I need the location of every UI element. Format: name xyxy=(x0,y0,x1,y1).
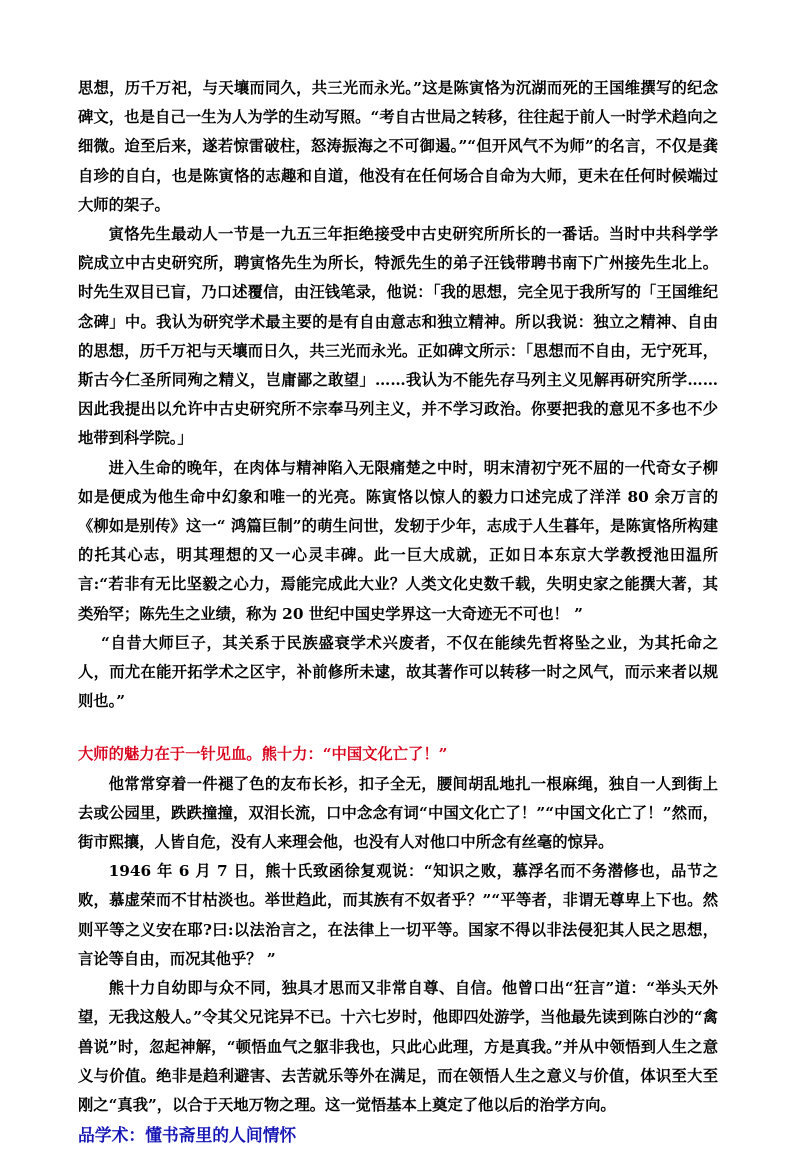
paragraph-7: 熊十力自幼即与众不同，独具才思而又非常自尊、自信。他曾口出“狂言”道：“举头天外望，无我这般人。”令其父兄诧异不已。十六七岁时，他即四处游学，当他最先读到陈白沙的“禽兽说”时，忽起神解，“顿悟血气之躯非我也，只此心此理，方是真我。”并从中领悟到人生之意义与价值。绝非是趋利避害、去苦就乐等外在满足，而在领悟人生之意义与价值，体识至大至刚之“真我”，以合于天地万物之理。这一觉悟基本上奠定了他以后的治学方向。 xyxy=(78,979,718,1114)
section-gap xyxy=(78,716,718,740)
section-heading-pin-xueshu: 品学术：懂书斋里的人间情怀 xyxy=(78,1125,297,1146)
paragraph-2: 寅恪先生最动人一节是一九五三年拒绝接受中古史研究所所长的一番话。当时中共科学学院成立中古史研究所，聘寅恪先生为所长，特派先生的弟子汪钱带聘书南下广州接先生北上。时先生双目已盲，乃口述覆信，由汪钱笔录，他说：「我的思想，完全见于我所写的「王国维纪念碑」中。我认为研究学术最主要的是有自由意志和独立精神。所以我说：独立之精神、自由的思想，历千万祀与天壤而日久，共三光而永光。正如碑文所示：「思想而不自由，无宁死耳，斯古今仁圣所同殉之精义，岂庸鄙之敢望」……我认为不能先存马列主义见解再研究所学……因此我提出以允许中古史研究所不宗奉马列主义，并不学习政治。你要把我的意见不多也不少地带到科学院。」 xyxy=(78,225,718,448)
paragraph-3: 进入生命的晚年，在肉体与精神陷入无限痛楚之中时，明末清初宁死不屈的一代奇女子柳如是便成为他生命中幻象和唯一的光亮。陈寅恪以惊人的毅力口述完成了洋洋 80 余万言的《柳如是别传》这一“ 鸿篇巨制”的萌生问世，发轫于少年，志成于人生暮年，是陈寅恪所构建的托其心志，明其理想的又一心灵丰碑。此一巨大成就，正如日本东京大学教授池田温所言:“若非有无比坚毅之心力，焉能完成此大业？人类文化史数千载，失明史家之能撰大著，其类殆罕；陈先生之业绩，称为 20 世纪中国史学界这一大奇迹无不可也！ ” xyxy=(78,458,718,623)
section-heading-xiong-shili: 大师的魅力在于一针见血。熊十力：“中国文化亡了！” xyxy=(78,745,448,764)
paragraph-5: 他常常穿着一件褪了色的友布长衫，扣子全无，腰间胡乱地扎一根麻绳，独自一人到街上去或公园里，跌跌撞撞，双泪长流，口中念念有词“中国文化亡了！”“中国文化亡了！”然而，街市熙攘，人皆自危，没有人来理会他，也没有人对他口中所念有丝毫的惊异。 xyxy=(78,774,718,852)
paragraph-4: “自昔大师巨子，其关系于民族盛衰学术兴废者，不仅在能续先哲将坠之业，为其托命之人，而尤在能开拓学术之区宇，补前修所未逮，故其著作可以转移一时之风气，而示来者以规则也。” xyxy=(78,633,718,711)
document-body xyxy=(78,74,718,1150)
paragraph-1: 思想，历千万祀，与天壤而同久，共三光而永光。”这是陈寅恪为沉湖而死的王国维撰写的纪念碑文，也是自己一生为人为学的生动写照。“考自古世局之转移，往往起于前人一时学术趋向之细微。迨至后来，遂若惊雷破柱，怒涛振海之不可御遏。”“但开风气不为师”的名言，不仅是龚自珍的自白，也是陈寅恪的志趣和自道，他没有在任何场合自命为大师，更未在任何时候端过大师的架子。 xyxy=(78,79,718,214)
paragraph-6: 1946 年 6 月 7 日，熊十氏致函徐复观说：“知识之败，慕浮名而不务潜修也，品节之败，慕虚荣而不甘枯淡也。举世趋此，而其族有不奴者乎？”“平等者，非谓无尊卑上下也。然则平等之义安在耶?曰:以法治言之，在法律上一切平等。国家不得以非法侵犯其人民之思想，言论等自由，而况其他乎？ ” xyxy=(78,862,718,968)
